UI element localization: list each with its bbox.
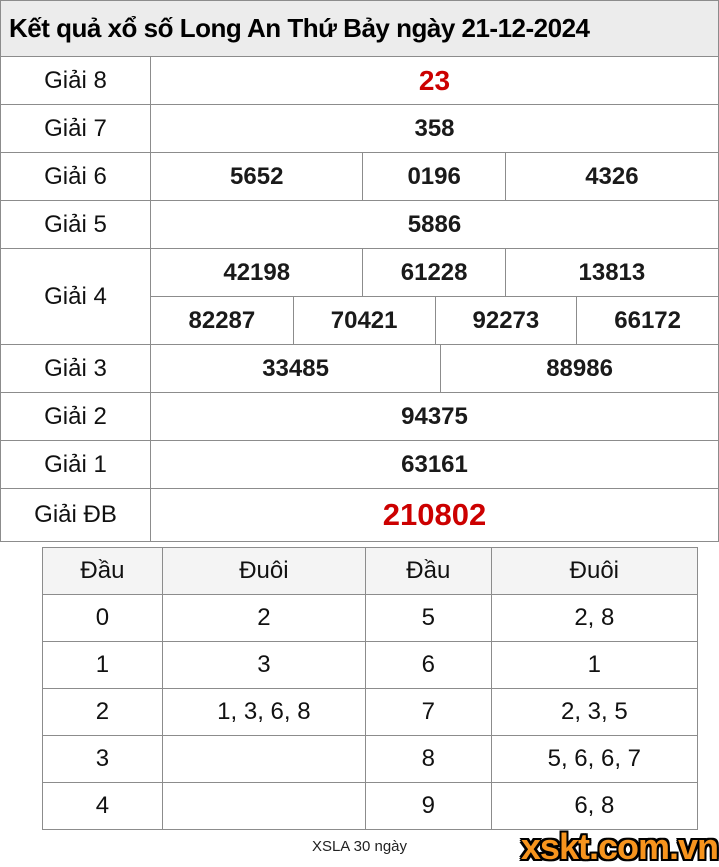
header-dau-1: Đầu: [43, 548, 163, 595]
prize-row-g8: [1, 57, 718, 105]
duoi-cell: [162, 783, 365, 830]
xskt-brand-logo[interactable]: xskt.com.vn: [520, 826, 718, 867]
prize-row-g1: [1, 441, 718, 489]
duoi-cell: 1, 3, 6, 8: [162, 689, 365, 736]
prize-label-g7: Giải 7: [1, 105, 151, 152]
prize-value-g6-3: 4326: [505, 153, 718, 200]
prize-value-db: 210802: [382, 497, 487, 532]
dau-cell: 5: [365, 595, 491, 642]
duoi-cell: [162, 736, 365, 783]
prize-value-g3-1: 33485: [262, 354, 329, 382]
table-row: [43, 689, 698, 736]
prize-row-g7: [1, 105, 718, 153]
table-row: [43, 736, 698, 783]
duoi-cell: 2: [162, 595, 365, 642]
prize-row-db: [1, 489, 718, 541]
header-dau-2: Đầu: [365, 548, 491, 595]
prize-value-g2: 94375: [401, 402, 468, 430]
prize-value-g4-1: 42198: [223, 258, 291, 286]
prize-label-g4: Giải 4: [1, 249, 151, 344]
dau-cell: 8: [365, 736, 491, 783]
page-title: Kết quả xổ số Long An Thứ Bảy ngày 21-12-2024: [1, 1, 718, 57]
prize-value-g3-2: 88986: [440, 345, 718, 392]
duoi-cell: 6, 8: [491, 783, 697, 830]
prize-label-g2: Giải 2: [1, 393, 151, 440]
table-row: [43, 642, 698, 689]
header-duoi-2: Đuôi: [491, 548, 697, 595]
footer: [0, 826, 719, 867]
duoi-cell: 3: [162, 642, 365, 689]
head-tail-header-row: [43, 548, 698, 595]
prize-label-db: Giải ĐB: [1, 489, 151, 541]
dau-cell: 4: [43, 783, 163, 830]
head-tail-table: [42, 547, 698, 830]
dau-cell: 3: [43, 736, 163, 783]
duoi-cell: 2, 3, 5: [491, 689, 697, 736]
duoi-cell: 5, 6, 6, 7: [491, 736, 697, 783]
prize-label-g1: Giải 1: [1, 441, 151, 488]
table-row: [43, 783, 698, 830]
prize-value-g6-1: 5652: [230, 162, 284, 190]
prize-row-g2: [1, 393, 718, 441]
prize-value-g4-5: 70421: [293, 297, 435, 344]
dau-cell: 7: [365, 689, 491, 736]
dau-cell: 0: [43, 595, 163, 642]
prize-value-g8: 23: [418, 64, 451, 96]
duoi-cell: 2, 8: [491, 595, 697, 642]
prize-value-g4-6: 92273: [435, 297, 577, 344]
dau-cell: 2: [43, 689, 163, 736]
prize-value-g4-7: 66172: [576, 297, 718, 344]
prize-value-g7: 358: [414, 114, 455, 142]
prize-value-g4-3: 13813: [505, 249, 718, 296]
prize-value-g4-4: 82287: [188, 306, 256, 334]
prize-value-g4-2: 61228: [362, 249, 504, 296]
dau-cell: 6: [365, 642, 491, 689]
header-duoi-1: Đuôi: [162, 548, 365, 595]
prize-value-g6-2: 0196: [362, 153, 504, 200]
prize-row-g6: [1, 153, 718, 201]
dau-cell: 9: [365, 783, 491, 830]
history-30-days-link[interactable]: XSLA 30 ngày: [311, 838, 408, 855]
prize-value-g1: 63161: [401, 450, 468, 478]
duoi-cell: 1: [491, 642, 697, 689]
table-row: [43, 595, 698, 642]
dau-cell: 1: [43, 642, 163, 689]
prize-label-g6: Giải 6: [1, 153, 151, 200]
prize-label-g5: Giải 5: [1, 201, 151, 248]
prize-value-g5: 5886: [407, 210, 462, 238]
prize-label-g3: Giải 3: [1, 345, 151, 392]
prize-row-g5: [1, 201, 718, 249]
prize-row-g3: [1, 345, 718, 393]
prize-label-g8: Giải 8: [1, 57, 151, 104]
prize-row-g4: [1, 249, 718, 345]
